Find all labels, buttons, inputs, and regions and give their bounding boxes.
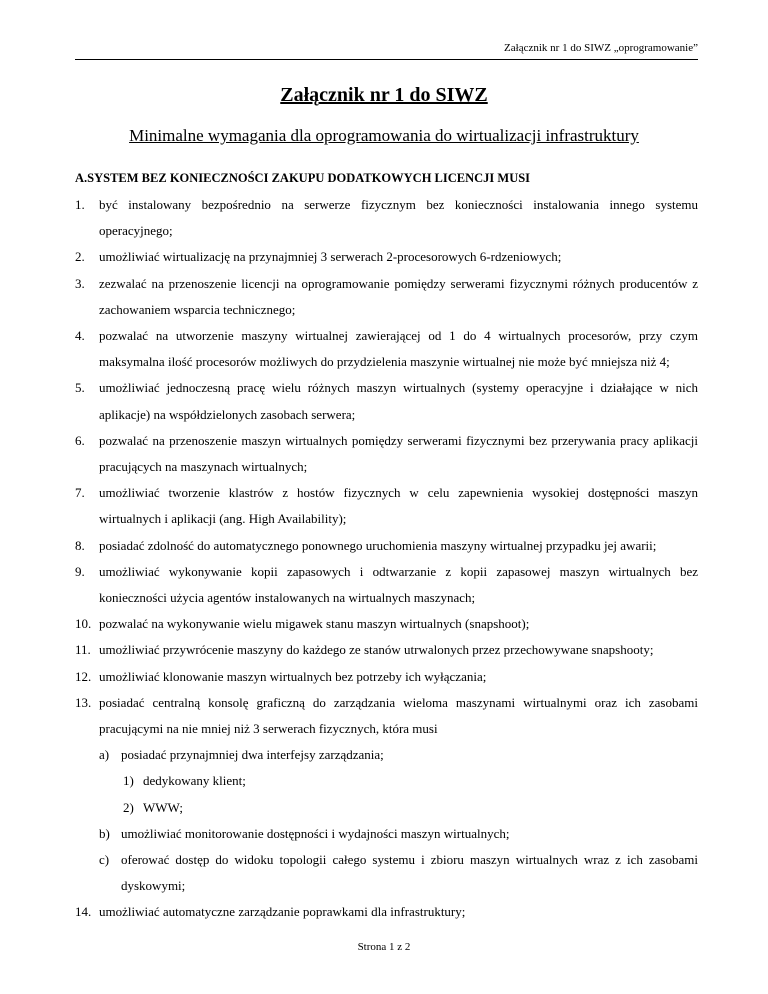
item-number: 2.: [75, 249, 85, 265]
running-header: Załącznik nr 1 do SIWZ „oprogramowanie”: [504, 42, 698, 54]
item-number: 13.: [75, 694, 92, 710]
item-text: zezwalać na przenoszenie licencji na oprogramowanie pomiędzy serwerami fizycznymi różnych producentów z zachowaniem wsparcia technicznego;: [99, 275, 698, 317]
item-number: 9.: [75, 563, 85, 579]
sub-list-item: [99, 847, 698, 899]
item-text: być instalowany bezpośrednio na serwerze fizycznym bez konieczności instalowania innego systemu operacyjnego;: [99, 197, 698, 239]
sub-sub-item-text: dedykowany klient;: [143, 773, 246, 789]
list-item: [75, 559, 698, 611]
item-number: 10.: [75, 616, 92, 632]
item-number: 8.: [75, 537, 85, 553]
item-text: umożliwiać wirtualizację na przynajmniej 3 serwerach 2-procesorowych 6-rdzeniowych;: [99, 249, 562, 265]
document-title: Załącznik nr 1 do SIWZ: [280, 84, 488, 106]
item-number: 12.: [75, 668, 92, 684]
sub-sub-list-item: [123, 795, 698, 821]
item-text: posiadać centralną konsolę graficzną do zarządzania wieloma maszynami wirtualnymi oraz ich zasobami pracującymi na nie mniej niż 3 serwerach fizycznych, która musi: [99, 694, 698, 737]
item-text: umożliwiać wykonywanie kopii zapasowych i odtwarzanie z kopii zapasowej maszyn wirtualnych bez konieczności użycia agentów instalowanych na wirtualnych maszynach;: [99, 563, 698, 606]
item-number: 5.: [75, 380, 85, 396]
list-item: [75, 637, 698, 663]
sub-item-letter: b): [99, 825, 110, 841]
sub-sub-item-text: WWW;: [143, 799, 183, 815]
sub-item-letter: a): [99, 747, 110, 763]
item-text: pozwalać na przenoszenie maszyn wirtualnych pomiędzy serwerami fizycznymi bez przerywania pracy aplikacji pracujących na maszynach wirtualnych;: [99, 432, 698, 475]
sub-sub-item-number: 1): [123, 773, 134, 789]
section-heading: A.SYSTEM BEZ KONIECZNOŚCI ZAKUPU DODATKOWYCH LICENCJI MUSI: [75, 171, 531, 185]
document-subtitle: Minimalne wymagania dla oprogramowania do wirtualizacji infrastruktury: [129, 126, 639, 145]
sub-sub-item-number: 2): [123, 799, 134, 815]
item-number: 1.: [75, 197, 85, 212]
list-item: [75, 899, 698, 925]
item-number: 14.: [75, 904, 92, 920]
item-number: 4.: [75, 328, 85, 344]
list-item: [75, 480, 698, 532]
item-text: pozwalać na wykonywanie wielu migawek stanu maszyn wirtualnych (snapshoot);: [99, 616, 530, 632]
sub-item-text: posiadać przynajmniej dwa interfejsy zarządzania;: [121, 747, 384, 763]
sub-item-text: umożliwiać monitorowanie dostępności i wydajności maszyn wirtualnych;: [121, 825, 510, 841]
item-number: 11.: [75, 642, 91, 658]
list-item: [75, 192, 698, 244]
list-item: [75, 271, 698, 323]
item-text: umożliwiać jednoczesną pracę wielu różnych maszyn wirtualnych (systemy operacyjne i działające w nich aplikacje) na współdzielonych zasobach serwera;: [99, 380, 698, 422]
sub-item-text: oferować dostęp do widoku topologii całego systemu i zbioru maszyn wirtualnych wraz z ich zasobami dyskowymi;: [121, 852, 698, 894]
item-text: umożliwiać tworzenie klastrów z hostów fizycznych w celu zapewnienia wysokiej dostępności maszyn wirtualnych i aplikacji (ang. High Availability);: [99, 485, 698, 527]
list-item: [75, 664, 698, 690]
list-item: [75, 323, 698, 375]
item-text: pozwalać na utworzenie maszyny wirtualnej zawierającej od 1 do 4 wirtualnych procesorów, przy czym maksymalna ilość procesorów możliwych do przydzielenia maszynie wirtualnej nie może być mniejsza niż 4;: [99, 328, 698, 370]
item-number: 7.: [75, 485, 85, 501]
sub-list-item: [99, 742, 698, 768]
item-text: umożliwiać automatyczne zarządzanie poprawkami dla infrastruktury;: [99, 904, 466, 920]
list-item: [75, 611, 698, 637]
list-item: [75, 375, 698, 427]
item-number: 6.: [75, 432, 85, 448]
sub-item-letter: c): [99, 852, 110, 868]
sub-list-item: [99, 821, 698, 847]
sub-sub-list-item: [123, 768, 698, 794]
item-number: 3.: [75, 275, 85, 291]
item-text: umożliwiać przywrócenie maszyny do każdego ze stanów utrwalonych przez przechowywane snapshooty;: [99, 642, 654, 658]
page-footer: Strona 1 z 2: [357, 941, 411, 953]
list-item: [75, 244, 698, 270]
item-text: umożliwiać klonowanie maszyn wirtualnych bez potrzeby ich wyłączania;: [99, 668, 487, 684]
list-item: [75, 690, 698, 742]
item-text: posiadać zdolność do automatycznego ponownego uruchomienia maszyny wirtualnej przypadku jej awarii;: [99, 537, 657, 553]
list-item: [75, 533, 698, 559]
requirements-list: [75, 192, 698, 926]
list-item: [75, 428, 698, 480]
header-divider: [75, 59, 698, 60]
